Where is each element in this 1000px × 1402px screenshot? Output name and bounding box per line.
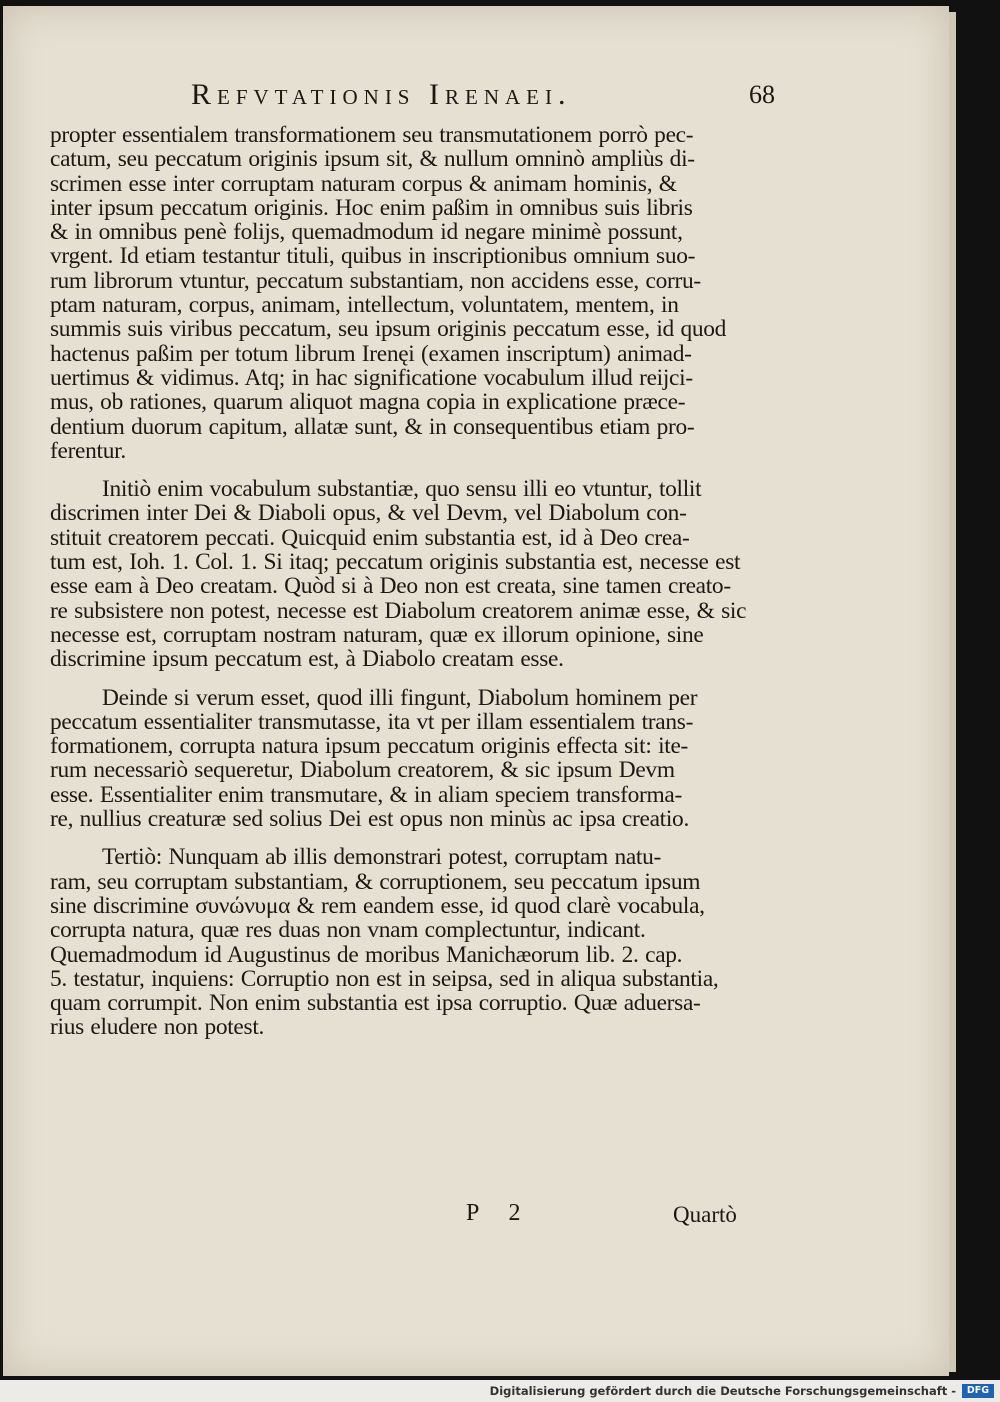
paragraph-gap bbox=[50, 672, 770, 686]
text-line: Tertiò: Nunquam ab illis demonstrari potest, corruptam natu- bbox=[102, 844, 661, 871]
text-line: re, nullius creaturæ sed solius Dei est opus non minùs ac ipsa creatio. bbox=[50, 806, 690, 833]
paragraph bbox=[50, 123, 770, 463]
running-head bbox=[191, 78, 891, 118]
credit-text: Digitalisierung gefördert durch die Deutsche Forschungsgemeinschaft - bbox=[489, 1384, 956, 1398]
text-line: sine discrimine συνώνυμα & rem eandem esse, id quod clarè vocabula, bbox=[50, 892, 705, 919]
text-line: Deinde si verum esset, quod illi fingunt, Diabolum hominem per bbox=[102, 684, 698, 711]
page-footer bbox=[3, 1200, 1000, 1230]
catchword: Quartò bbox=[673, 1202, 737, 1227]
text-line: & in omnibus penè folijs, quemadmodum id negare minimè possunt, bbox=[50, 219, 683, 246]
text-line: discrimine ipsum peccatum est, à Diabolo creatam esse. bbox=[50, 646, 564, 673]
text-line: quam corrumpit. Non enim substantia est ipsa corruptio. Quæ aduersa- bbox=[50, 990, 701, 1017]
text-line: necesse est, corruptam nostram naturam, quæ ex illorum opinione, sine bbox=[50, 621, 704, 648]
dfg-logo: DFG bbox=[962, 1384, 994, 1398]
text-line: stituit creatorem peccati. Quicquid enim substantia est, id à Deo crea- bbox=[50, 524, 690, 551]
credit-bar bbox=[0, 1380, 1000, 1402]
text-line: rius eludere non potest. bbox=[50, 1014, 265, 1041]
text-line: Quemadmodum id Augustinus de moribus Manichæorum lib. 2. cap. bbox=[50, 941, 683, 968]
paragraph bbox=[50, 845, 770, 1039]
text-line: inter ipsum peccatum originis. Hoc enim paßim in omnibus suis libris bbox=[50, 194, 693, 221]
text-line: scrimen esse inter corruptam naturam corpus & animam hominis, & bbox=[50, 170, 677, 197]
text-line: corrupta natura, quæ res duas non vnam complectuntur, indicant. bbox=[50, 917, 646, 944]
text-line: dentium duorum capitum, allatæ sunt, & in consequentibus etiam pro- bbox=[50, 413, 695, 440]
text-line: re subsistere non potest, necesse est Diabolum creatorem animæ esse, & sic bbox=[50, 597, 747, 624]
page-edge bbox=[949, 12, 956, 1372]
text-line: rum necessariò sequeretur, Diabolum creatorem, & sic ipsum Devm bbox=[50, 757, 675, 784]
signature-mark: P 2 bbox=[466, 1200, 533, 1226]
text-line: esse eam à Deo creatam. Quòd si à Deo non est creata, sine tamen creato- bbox=[50, 573, 731, 600]
text-line: catum, seu peccatum originis ipsum sit, & nullum omninò ampliùs di- bbox=[50, 146, 695, 173]
text-line: peccatum essentialiter transmutasse, ita vt per illam essentialem trans- bbox=[50, 708, 694, 735]
text-line: rum librorum vtuntur, peccatum substantiam, non accidens esse, corru- bbox=[50, 267, 701, 294]
paragraph-gap bbox=[50, 831, 770, 845]
text-line: summis suis viribus peccatum, seu ipsum originis peccatum esse, id quod bbox=[50, 316, 727, 343]
text-line: uertimus & vidimus. Atq; in hac significatione vocabulum illud reijci- bbox=[50, 364, 693, 391]
page-number: 68 bbox=[749, 80, 775, 109]
text-line: esse. Essentialiter enim transmutare, & in aliam speciem transforma- bbox=[50, 781, 682, 808]
text-line: tum est, Ioh. 1. Col. 1. Si itaq; peccatum originis substantia est, necesse est bbox=[50, 549, 741, 576]
text-line: mus, ob rationes, quarum aliquot magna copia in explicatione præce- bbox=[50, 389, 686, 416]
text-line: Initiò enim vocabulum substantiæ, quo sensu illi eo vtuntur, tollit bbox=[102, 476, 702, 503]
text-line: ferentur. bbox=[50, 437, 126, 464]
text-block bbox=[50, 123, 770, 1040]
text-line: ptam naturam, corpus, animam, intellectum, voluntatem, mentem, in bbox=[50, 292, 679, 319]
running-title: Refvtationis Irenaei. bbox=[191, 78, 572, 111]
text-line: discrimen inter Dei & Diaboli opus, & vel Devm, vel Diabolum con- bbox=[50, 500, 687, 527]
paragraph-gap bbox=[50, 463, 770, 477]
text-line: ram, seu corruptam substantiam, & corruptionem, seu peccatum ipsum bbox=[50, 868, 701, 895]
text-line: vrgent. Id etiam testantur tituli, quibus in inscriptionibus omnium suo- bbox=[50, 243, 696, 270]
text-line: hactenus paßim per totum librum Irenęi (examen inscriptum) animad- bbox=[50, 340, 692, 367]
text-line: formationem, corrupta natura ipsum peccatum originis effecta sit: ite- bbox=[50, 733, 689, 760]
book-page bbox=[3, 6, 949, 1376]
text-line: propter essentialem transformationem seu transmutationem porrò pec- bbox=[50, 122, 694, 148]
text-line: 5. testatur, inquiens: Corruptio non est in seipsa, sed in aliqua substantia, bbox=[50, 965, 719, 992]
paragraph bbox=[50, 686, 770, 832]
paragraph bbox=[50, 477, 770, 671]
